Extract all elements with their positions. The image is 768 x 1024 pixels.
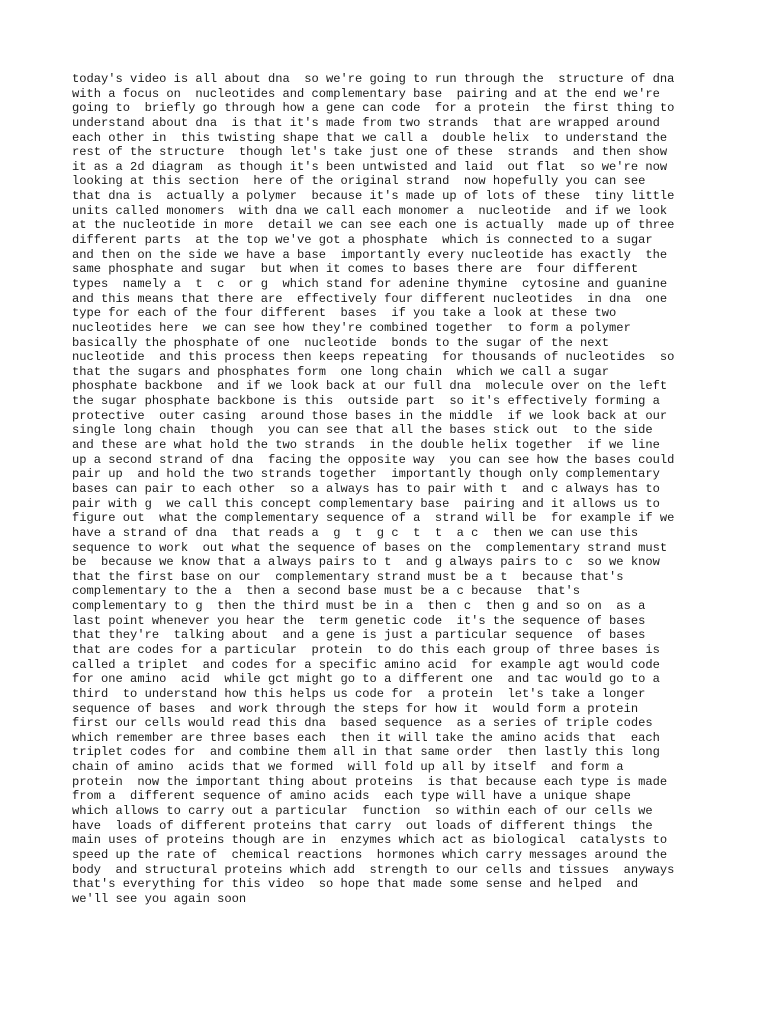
transcript-line: we'll see you again soon [72,891,247,906]
transcript-line: sequence to work out what the sequence of bases on the complementary strand must [72,540,668,555]
transcript-line: nucleotide and this process then keeps repeating for thousands of nucleotides so [72,350,675,365]
transcript-line: going to briefly go through how a gene can code for a protein the first thing to [72,101,675,116]
transcript-line: have loads of different proteins that carry out loads of different things the [72,818,653,833]
transcript-line: looking at this section here of the original strand now hopefully you can see [72,174,646,189]
transcript-line: first our cells would read this dna based sequence as a series of triple codes [72,716,653,731]
transcript-line: the sugar phosphate backbone is this outside part so it's effectively forming a [72,394,660,409]
transcript-line: single long chain though you can see that all the bases stick out to the side [72,423,653,438]
transcript-line: protein now the important thing about proteins is that because each type is made [72,774,668,789]
transcript-line: pair up and hold the two strands together importantly though only complementary [72,467,660,482]
transcript-line: which allows to carry out a particular function so within each of our cells we [72,804,653,819]
transcript-line: units called monomers with dna we call each monomer a nucleotide and if we look [72,203,668,218]
transcript-line: called a triplet and codes for a specific amino acid for example agt would code [72,657,660,672]
transcript-line: that are codes for a particular protein to do this each group of three bases is [72,642,660,657]
transcript-line: from a different sequence of amino acids each type will have a unique shape [72,789,631,804]
transcript-line: understand about dna is that it's made from two strands that are wrapped around [72,115,660,130]
transcript-line: triplet codes for and combine them all in that same order then lastly this long [72,745,660,760]
transcript-line: which remember are three bases each then it will take the amino acids that each [72,730,660,745]
transcript-line: body and structural proteins which add strength to our cells and tissues anyways [72,862,675,877]
transcript-line: bases can pair to each other so a always has to pair with t and c always has to [72,481,660,496]
transcript-text-block [72,72,712,907]
transcript-line: pair with g we call this concept complementary base pairing and it allows us to [72,496,660,511]
transcript-line: rest of the structure though let's take just one of these strands and then show [72,145,668,160]
transcript-line: that the first base on our complementary strand must be a t because that's [72,569,624,584]
transcript-line: third to understand how this helps us code for a protein let's take a longer [72,686,646,701]
transcript-line: nucleotides here we can see how they're combined together to form a polymer [72,320,631,335]
transcript-line: basically the phosphate of one nucleotide bonds to the sugar of the next [72,335,610,350]
transcript-line: that the sugars and phosphates form one long chain which we call a sugar [72,364,610,379]
transcript-line: with a focus on nucleotides and complementary base pairing and at the end we're [72,86,660,101]
transcript-line: it as a 2d diagram as though it's been untwisted and laid out flat so we're now [72,159,668,174]
transcript-line: have a strand of dna that reads a g t g c t t a c then we can use this [72,525,639,540]
transcript-line: chain of amino acids that we formed will fold up all by itself and form a [72,760,624,775]
transcript-line: each other in this twisting shape that we call a double helix to understand the [72,130,668,145]
transcript-line: figure out what the complementary sequence of a strand will be for example if we [72,511,675,526]
transcript-line: same phosphate and sugar but when it comes to bases there are four different [72,262,639,277]
transcript-line: speed up the rate of chemical reactions hormones which carry messages around the [72,847,668,862]
transcript-line: for one amino acid while gct might go to a different one and tac would go to a [72,672,660,687]
transcript-line: last point whenever you hear the term genetic code it's the sequence of bases [72,613,646,628]
transcript-line: and these are what hold the two strands in the double helix together if we line [72,438,660,453]
transcript-line: different parts at the top we've got a phosphate which is connected to a sugar [72,233,653,248]
transcript-line: complementary to the a then a second base must be a c because that's [72,584,581,599]
transcript-line: protective outer casing around those bases in the middle if we look back at our [72,408,668,423]
transcript-line: and this means that there are effectively four different nucleotides in dna one [72,291,668,306]
transcript-line: that's everything for this video so hope that made some sense and helped and [72,877,639,892]
transcript-line: and then on the side we have a base importantly every nucleotide has exactly the [72,247,668,262]
transcript-line: type for each of the four different bases if you take a look at these two [72,306,617,321]
transcript-line: today's video is all about dna so we're going to run through the structure of dna [72,72,675,86]
transcript-line: up a second strand of dna facing the opposite way you can see how the bases could [72,452,675,467]
transcript-line: that dna is actually a polymer because it's made up of lots of these tiny little [72,189,675,204]
transcript-line: phosphate backbone and if we look back at our full dna molecule over on the left [72,379,668,394]
transcript-line: that they're talking about and a gene is just a particular sequence of bases [72,628,646,643]
transcript-line: complementary to g then the third must be in a then c then g and so on as a [72,599,646,614]
transcript-line: main uses of proteins though are in enzymes which act as biological catalysts to [72,833,668,848]
transcript-line: sequence of bases and work through the steps for how it would form a protein [72,701,639,716]
transcript-line: be because we know that a always pairs to t and g always pairs to c so we know [72,555,660,570]
transcript-line: types namely a t c or g which stand for adenine thymine cytosine and guanine [72,276,668,291]
transcript-line: at the nucleotide in more detail we can see each one is actually made up of three [72,218,675,233]
